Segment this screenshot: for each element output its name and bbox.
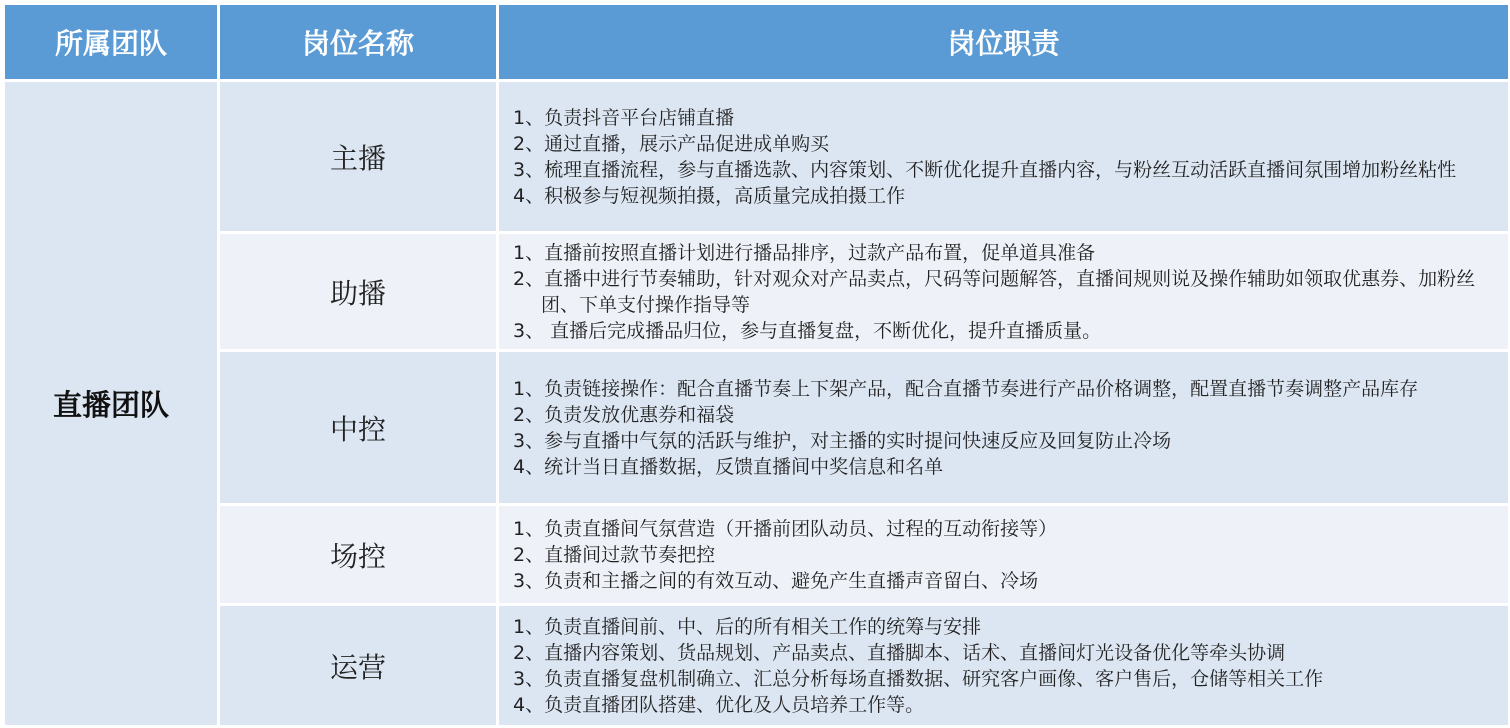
- duty-line: 3、负责直播复盘机制确立、汇总分析每场直播数据、研究客户画像、客户售后，仓储等相关工作: [513, 667, 1324, 690]
- duty-line: 3、负责和主播之间的有效互动、避免产生直播声音留白、冷场: [513, 569, 1039, 592]
- role-cell: 主播: [219, 81, 498, 233]
- table-header-row: [4, 4, 1510, 81]
- duty-line: 3、 直播后完成播品归位，参与直播复盘，不断优化，提升直播质量。: [513, 319, 1102, 342]
- duty-line: 1、负责直播间气氛营造（开播前团队动员、过程的互动衔接等）: [513, 517, 1058, 540]
- duty-cell: [498, 233, 1510, 351]
- duty-line: 4、负责直播团队搭建、优化及人员培养工作等。: [513, 693, 925, 716]
- job-responsibility-table: [2, 2, 1510, 728]
- duty-cell: [498, 605, 1510, 727]
- duty-line: 2、通过直播，展示产品促进成单购买: [513, 132, 830, 155]
- table-row: [4, 605, 1510, 727]
- team-cell: 直播团队: [4, 81, 219, 727]
- header-duties: 岗位职责: [498, 4, 1510, 81]
- header-team: 所属团队: [4, 4, 219, 81]
- duty-line: 1、负责抖音平台店铺直播: [513, 106, 735, 129]
- role-cell: 运营: [219, 605, 498, 727]
- header-role: 岗位名称: [219, 4, 498, 81]
- table-row: [4, 351, 1510, 505]
- duty-line: 2、直播中进行节奏辅助，针对观众对产品卖点，尺码等问题解答，直播间规则说及操作辅助如领取优惠券、加粉丝团、下单支付操作指导等: [513, 267, 1476, 316]
- duty-line: 4、统计当日直播数据，反馈直播间中奖信息和名单: [513, 455, 944, 478]
- duty-line: 2、直播内容策划、货品规划、产品卖点、直播脚本、话术、直播间灯光设备优化等牵头协调: [513, 641, 1286, 664]
- role-cell: 助播: [219, 233, 498, 351]
- role-cell: 中控: [219, 351, 498, 505]
- duty-line: 1、直播前按照直播计划进行播品排序，过款产品布置，促单道具准备: [513, 241, 1096, 264]
- table-row: [4, 81, 1510, 233]
- duty-line: 4、积极参与短视频拍摄，高质量完成拍摄工作: [513, 184, 906, 207]
- duty-cell: [498, 81, 1510, 233]
- duty-line: 1、负责直播间前、中、后的所有相关工作的统筹与安排: [513, 615, 982, 638]
- duty-cell: [498, 505, 1510, 605]
- duty-line: 3、梳理直播流程，参与直播选款、内容策划、不断优化提升直播内容，与粉丝互动活跃直播间氛围增加粉丝粘性: [513, 158, 1457, 181]
- duty-cell: [498, 351, 1510, 505]
- role-cell: 场控: [219, 505, 498, 605]
- duty-line: 2、负责发放优惠券和福袋: [513, 403, 735, 426]
- table-row: [4, 233, 1510, 351]
- duty-line: 1、负责链接操作：配合直播节奏上下架产品，配合直播节奏进行产品价格调整，配置直播节奏调整产品库存: [513, 377, 1419, 400]
- table-row: [4, 505, 1510, 605]
- duty-line: 3、参与直播中气氛的活跃与维护，对主播的实时提问快速反应及回复防止冷场: [513, 429, 1172, 452]
- job-table-container: [2, 2, 1508, 723]
- duty-line: 2、直播间过款节奏把控: [513, 543, 716, 566]
